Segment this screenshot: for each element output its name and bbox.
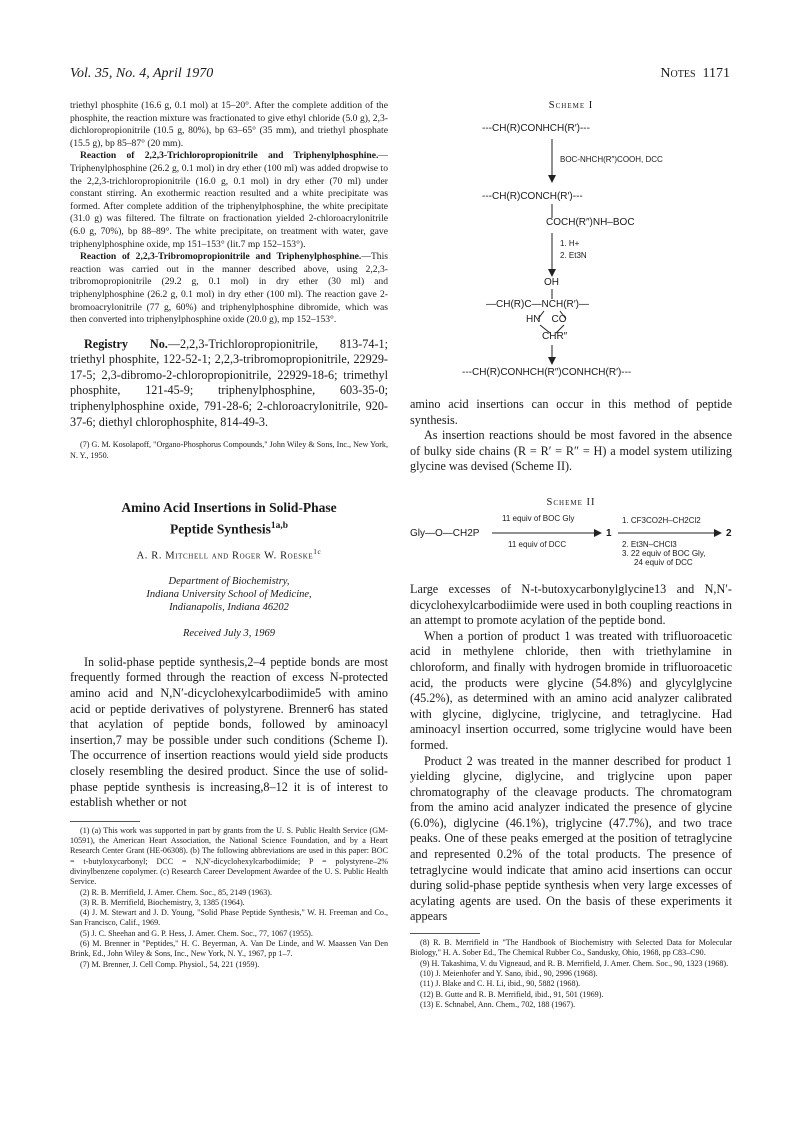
scheme-1-title: Scheme I xyxy=(548,100,594,111)
title-footnote-marker: 1a,b xyxy=(270,520,288,531)
authors: A. R. Mitchell and Roger W. Roeske$^{1c}$ xyxy=(136,547,322,562)
section-name: Notes xyxy=(660,66,696,81)
left-column xyxy=(70,100,388,970)
article-body-left: In solid-phase peptide synthesis,2–4 peptide bonds are most frequently formed through the reaction of excess N-protected amino acid and N,N′-dicyclohexylcarbodiimide5 with amino acid or peptide derivatives of polystyrene. Brenner6 has stated that acylation of peptide bonds, followed by aminoacyl insertion,7 may be possible under such conditions (Scheme I). The occurrence of insertion reactions would yield side products closely resembling the desired product. Since the use of solid-phase peptide synthesis is increasing,8–12 it is of interest to establish whether or not xyxy=(70,654,388,810)
scheme-1-bond xyxy=(550,204,554,218)
scheme-1-cyclic-line-3: CHR″ xyxy=(542,331,568,342)
footnotes-right: (8) R. B. Merrifield in "The Handbook of Biochemistry with Selected Data for Molecular Biology," H. A. Sober Ed., The Chemical Rubber Co., Sandusky, Ohio, 1968, pp C83–C90. (9) H. Takashima, V. du Vigneaud, and R. B. Merrifield, J. Amer. Chem. Soc., 90, 1323 (1968). (10) J. Meienhofer and Y. Sano, ibid., 90, 2996 (1968). (11) J. Blake and C. H. Li, ibid., 90, 5882 (1968). (12) B. Gutte and R. B. Merrifield, ibid., 91, 501 (1969). (13) E. Schnabel, Ann. Chem., 702, 188 (1967). xyxy=(410,938,732,1009)
scheme-2-step-2: 2. Et3N–CHCl3 xyxy=(622,539,677,549)
page-number: 1171 xyxy=(702,66,730,81)
scheme-1-step-2: 2. Et3N xyxy=(560,251,587,260)
scheme-2-start: Gly—O—CH2P xyxy=(410,527,480,539)
scheme-1-oh-bond xyxy=(550,289,554,299)
received-date: Received July 3, 1969 xyxy=(182,627,276,639)
journal-running-head: Vol. 35, No. 4, April 1970 xyxy=(70,66,214,81)
reaction-text-2: —This reaction was carried out in the manner described above, using 2,2,3-tribromopropionitrile (29.2 g, 0.1 mol) in dry ether (30 ml) and triphenylphosphine (26.2 g, 0.1 mol) in dry ether (100 ml). The reaction gave 2-bromoacrylonitrile (77 g, 60%) and triphenylphosphine dibromide, which was then converted into triphenylphosphine oxide (20.0 g), mp 152–153°. xyxy=(70,251,388,326)
scheme-1-arrow-2 xyxy=(548,233,558,277)
reaction-heading-1: Reaction of 2,2,3-Trichloropropionitrile and Triphenylphosphine. xyxy=(80,150,379,162)
registry-label: Registry No. xyxy=(84,336,168,351)
affiliation: Department of Biochemistry, Indiana University School of Medicine, Indianapolis, Indiana 46202 xyxy=(146,575,312,613)
scheme-2-arrow-1 xyxy=(492,528,602,538)
article-title: Amino Acid Insertions in Solid-Phase Peptide Synthesis$^{1a,b}$ xyxy=(121,499,337,537)
footnote-rule xyxy=(70,821,140,822)
scheme-2-compound-1: 1 xyxy=(606,527,612,539)
scheme-1-step-1: 1. H+ xyxy=(560,239,580,248)
scheme-2-reagent-below: 11 equiv of DCC xyxy=(508,539,567,549)
scheme-1-discussion: amino acid insertions can occur in this method of peptide synthesis. As insertion reactions should be most favored in the absence of bulky side chains (R = R′ = R″ = H) a model system utilizing glycine was devised (Scheme II). xyxy=(410,397,732,474)
scheme-2-step-3b: 24 equiv of DCC xyxy=(634,557,693,567)
scheme-1-peptide: ---CH(R)CONHCH(R′)--- xyxy=(482,123,590,134)
footnotes-left: (1) (a) This work was supported in part by grants from the U. S. Public Health Service (GM-10591), the American Heart Association, the National Science Foundation, and by a Heart Research Center Grant (HE-06308). (b) The following abbreviations are used in this paper: BOC = t-butyloxycarbonyl; DCC = N,N′-dicyclohexylcarbodiimide; P = polystyrene–2% divinylbenzene copolymer. (c) Research Career Development Awardee of the U. S. Public Health Service. (2) R. B. Merrifield, J. Amer. Chem. Soc., 85, 2149 (1963). (3) R. B. Merrifield, Biochemistry, 3, 1385 (1964). (4) J. M. Stewart and J. D. Young, "Solid Phase Peptide Synthesis," W. H. Freeman and Co., San Francisco, Calif., 1969. (5) J. C. Sheehan and G. P. Hess, J. Amer. Chem. Soc., 77, 1067 (1955). (6) M. Brenner in "Peptides," H. C. Beyerman, A. Van De Linde, and W. Maassen Van Den Brink, Ed., John Wiley & Sons, Inc., New York, N. Y., 1967, pp 1–7. (7) M. Brenner, J. Cell Comp. Physiol., 54, 221 (1959). xyxy=(70,825,388,969)
scheme-1-arrow-3 xyxy=(548,345,558,365)
reaction-text-1: —Triphenylphosphine (26.2 g, 0.1 mol) in dry ether (100 ml) was added dropwise to the 2,2,3-trichloropropionitrile (16.0 g, 0.1 mol) in dry ether (70 ml) under constant stirring. An exothermic reaction resulted and a white precipitate was formed. After complete addition of the triphenylphosphine, the white precipitate (31.0 g) was filtered. The filtrate on fractionation yielded 2-chloroacrylonitrile (6.0 g, 70%), bp 88–89°. The white precipitate, on treatment with water, gave triphenylphosphine oxide, mp 151–153° (lit.7 mp 152–153°). xyxy=(70,150,388,250)
scheme-1-acylated: ---CH(R)CONCH(R′)--- xyxy=(482,191,583,202)
reaction-paragraph-1 xyxy=(70,150,388,251)
scheme-2-arrow-2 xyxy=(618,528,722,538)
scheme-1-oh: OH xyxy=(544,277,559,288)
scheme-1-arrow-1 xyxy=(548,139,558,183)
scheme-1-acyl-group: COCH(R″)NH–BOC xyxy=(546,217,635,228)
scheme-2 xyxy=(410,514,732,568)
footnote-7: (7) G. M. Kosolapoff, "Organo-Phosphorus Compounds," John Wiley & Sons, Inc., New York, N. Y., 1950. xyxy=(70,440,388,460)
right-column xyxy=(410,100,732,1010)
reaction-heading-2: Reaction of 2,2,3-Tribromopropionitrile and Triphenylphosphine. xyxy=(80,251,362,263)
scheme-2-step-3: 3. 22 equiv of BOC Gly, xyxy=(622,548,706,558)
reaction-paragraph-2 xyxy=(70,251,388,327)
intro-paragraph: triethyl phosphite (16.6 g, 0.1 mol) at 15–20°. After the complete addition of the phosphite, the reaction mixture was fractionated to give ethyl chloride (5.0 g), 2,3-dichloropropionitrile (10.5 g, 80%), bp 63–65° (35 mm), and triethyl phosphate (15.5 g), bp 85–87° (20 mm). xyxy=(70,100,388,149)
article-body-right: Large excesses of N-t-butoxycarbonylglycine13 and N,N′-dicyclohexylcarbodiimide were used in both coupling reactions in an attempt to promote acylation of the peptide bond. When a portion of product 1 was treated with trifluoroacetic acid in methylene chloride, then with triethylamine in chloroform, and finally with hydrogen bromide in trifluoroacetic acid, the products were glycine (54.8%) and glycylglycine (45.2%), as determined with an amino acid analyzer calibrated with glycine, diglycine, triglycine, and tetraglycine. Had aminoacyl insertion occurred, some triglycine would have been formed. Product 2 was treated in the manner described for product 1 yielding glycine, diglycine, and triglycine upon paper chromatography of the cleavage products. The chromatogram from the amino acid analyzer indicated the presence of glycine (6.0%), diglycine (46.1%), triglycine (47.7%), and two trace peaks. One of these peaks emerged at the position of tetraglycine and represented 0.2% of the total products. The presence of tetraglycine would indicate that amino acid insertions can occur during solid-phase peptide synthesis when very large excesses of acylating agents are used. On the basis of these experiments it appears xyxy=(410,581,732,924)
registry-text: —2,2,3-Trichloropropionitrile, 813-74-1; triethyl phosphite, 122-52-1; 2,2,3-tribromopropionitrile, 22929-17-5; 2,3-dibromo-2-chloropropionitrile, 22929-18-6; trimethyl phosphite, 121-45-9; triphenylphosphine, 603-35-0; triphenylphosphine oxide, 791-28-6; 2-chloroacrylonitrile, 920-37-6; diethyl chlorophosphite, 814-49-3. xyxy=(70,336,388,429)
experimental-section xyxy=(70,100,388,327)
scheme-1-reagent-1: BOC-NHCH(R″)COOH, DCC xyxy=(560,155,663,164)
scheme-1-cyclic-line-1: —CH(R)C—NCH(R′)— xyxy=(486,299,589,310)
registry-block xyxy=(70,337,388,431)
scheme-2-reagent-above: 11 equiv of BOC Gly xyxy=(502,513,575,523)
page-header-right xyxy=(660,66,730,82)
scheme-1 xyxy=(410,111,732,379)
scheme-2-step-1: 1. CF3CO2H–CH2Cl2 xyxy=(622,515,701,525)
footnote-rule-right xyxy=(410,933,480,934)
scheme-2-title: Scheme II xyxy=(546,496,596,508)
scheme-1-cyclic-line-2: HN CO xyxy=(526,314,567,325)
scheme-1-product: ---CH(R)CONHCH(R″)CONHCH(R′)--- xyxy=(462,367,632,378)
scheme-2-compound-2: 2 xyxy=(726,527,732,539)
